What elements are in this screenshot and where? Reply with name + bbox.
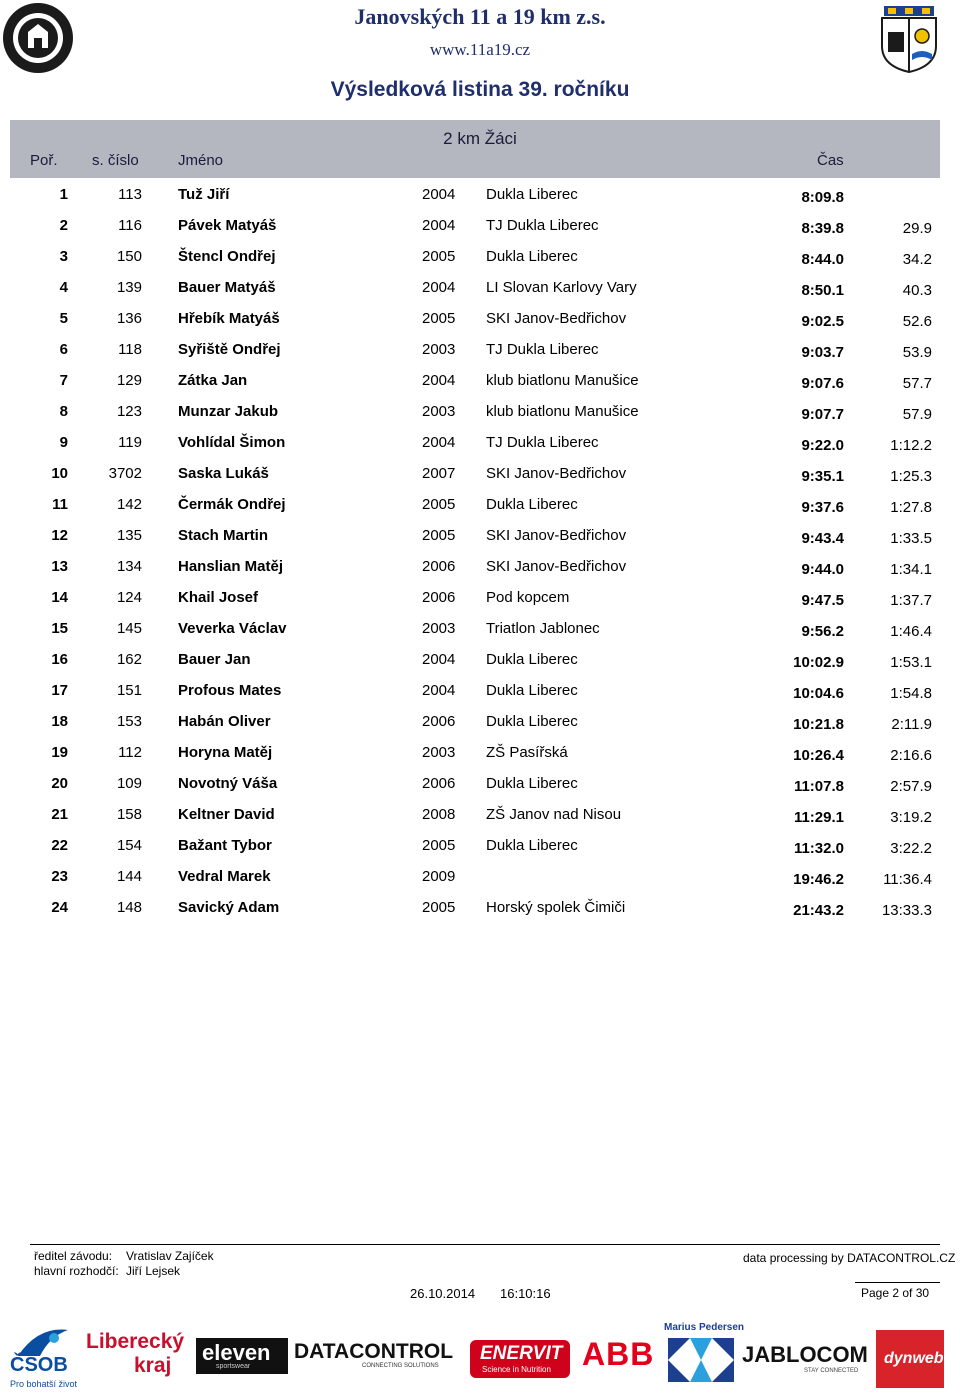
time-behind: 1:12.2 bbox=[890, 437, 932, 454]
bib-cell: 109 bbox=[116, 775, 142, 792]
page-number: Page 2 of 30 bbox=[861, 1286, 930, 1300]
birth-year: 2006 bbox=[422, 558, 456, 575]
time-behind: 2:16.6 bbox=[890, 747, 932, 764]
rank-cell: 6 bbox=[59, 341, 68, 358]
bib-cell: 151 bbox=[116, 682, 142, 699]
finish-time: 10:21.8 bbox=[793, 716, 844, 733]
rank-cell: 20 bbox=[51, 775, 68, 792]
athlete-name: Hanslian Matěj bbox=[178, 558, 284, 575]
bib-cell: 144 bbox=[116, 868, 142, 885]
time-behind: 11:36.4 bbox=[883, 871, 932, 888]
datacontrol-subtext: CONNECTING SOLUTIONS bbox=[362, 1363, 439, 1369]
enervit-subtext: Science in Nutrition bbox=[482, 1365, 551, 1374]
rank-cell: 18 bbox=[51, 713, 68, 730]
footer-divider bbox=[30, 1244, 940, 1245]
table-row bbox=[0, 496, 960, 527]
club-name: Dukla Liberec bbox=[486, 248, 578, 265]
director-label: ředitel závodu: bbox=[34, 1249, 113, 1263]
time-behind: 57.7 bbox=[902, 375, 932, 392]
finish-time: 11:07.8 bbox=[793, 778, 844, 795]
athlete-name: Tuž Jiří bbox=[178, 186, 230, 203]
bib-cell: 113 bbox=[118, 186, 142, 203]
time-behind: 13:33.3 bbox=[881, 902, 932, 919]
table-row bbox=[0, 837, 960, 868]
birth-year: 2004 bbox=[422, 651, 456, 668]
finish-time: 8:09.8 bbox=[801, 189, 844, 206]
bib-cell: 145 bbox=[116, 620, 142, 637]
club-name: klub biatlonu Manušice bbox=[486, 403, 639, 420]
birth-year: 2004 bbox=[422, 186, 456, 203]
finish-time: 10:26.4 bbox=[793, 747, 844, 764]
finish-time: 9:56.2 bbox=[801, 623, 844, 640]
rank-cell: 8 bbox=[59, 403, 68, 420]
birth-year: 2008 bbox=[422, 806, 456, 823]
referee-name: Jiří Lejsek bbox=[126, 1264, 181, 1278]
table-row bbox=[0, 403, 960, 434]
club-name: Triatlon Jablonec bbox=[486, 620, 600, 637]
time-behind: 1:37.7 bbox=[890, 592, 932, 609]
csob-text: ČSOB bbox=[10, 1354, 68, 1376]
birth-year: 2009 bbox=[422, 868, 456, 885]
organizer-title: Janovských 11 a 19 km z.s. bbox=[354, 4, 606, 29]
birth-year: 2003 bbox=[422, 744, 456, 761]
organizer-url[interactable]: www.11a19.cz bbox=[429, 40, 531, 59]
rank-cell: 10 bbox=[51, 465, 68, 482]
bib-cell: 154 bbox=[116, 837, 142, 854]
finish-time: 9:03.7 bbox=[801, 344, 844, 361]
rank-cell: 22 bbox=[51, 837, 68, 854]
bib-cell: 162 bbox=[116, 651, 142, 668]
club-name: TJ Dukla Liberec bbox=[486, 341, 599, 358]
enervit-text: ENERVIT bbox=[480, 1343, 563, 1364]
dynweb-logo bbox=[876, 1330, 944, 1388]
birth-year: 2004 bbox=[422, 217, 456, 234]
athlete-name: Bauer Jan bbox=[178, 651, 251, 668]
athlete-name: Horyna Matěj bbox=[178, 744, 273, 761]
athlete-name: Vohlídal Šimon bbox=[178, 434, 286, 451]
time-behind: 1:33.5 bbox=[890, 530, 932, 547]
time-behind: 1:34.1 bbox=[890, 561, 932, 578]
birth-year: 2006 bbox=[422, 589, 456, 606]
club-name: SKI Janov-Bedřichov bbox=[486, 527, 627, 544]
finish-time: 8:39.8 bbox=[801, 220, 844, 237]
bib-cell: 3702 bbox=[108, 465, 142, 482]
csob-tagline: Pro bohatší život bbox=[10, 1379, 78, 1389]
birth-year: 2006 bbox=[422, 775, 456, 792]
athlete-name: Novotný Váša bbox=[178, 775, 278, 792]
table-row bbox=[0, 279, 960, 310]
rank-cell: 2 bbox=[59, 217, 68, 234]
rank-cell: 5 bbox=[59, 310, 68, 327]
table-row bbox=[0, 651, 960, 682]
time-behind: 3:22.2 bbox=[890, 840, 932, 857]
birth-year: 2005 bbox=[422, 496, 456, 513]
club-name: Dukla Liberec bbox=[486, 713, 578, 730]
athlete-name: Vedral Marek bbox=[178, 868, 271, 885]
athlete-name: Munzar Jakub bbox=[178, 403, 279, 420]
rank-cell: 24 bbox=[51, 899, 68, 916]
bib-cell: 158 bbox=[116, 806, 142, 823]
athlete-name: Stach Martin bbox=[178, 527, 269, 544]
birth-year: 2007 bbox=[422, 465, 456, 482]
table-row bbox=[0, 434, 960, 465]
birth-year: 2005 bbox=[422, 527, 456, 544]
birth-year: 2005 bbox=[422, 837, 456, 854]
column-header-bib: s. číslo bbox=[92, 152, 139, 169]
referee-label: hlavní rozhodčí: bbox=[34, 1264, 119, 1278]
athlete-name: Veverka Václav bbox=[178, 620, 287, 637]
athlete-name: Saska Lukáš bbox=[178, 465, 269, 482]
club-name: TJ Dukla Liberec bbox=[486, 434, 599, 451]
rank-cell: 4 bbox=[59, 279, 68, 296]
bib-cell: 139 bbox=[116, 279, 142, 296]
rank-cell: 13 bbox=[51, 558, 68, 575]
bib-cell: 112 bbox=[118, 744, 142, 761]
finish-time: 19:46.2 bbox=[793, 871, 844, 888]
bib-cell: 123 bbox=[116, 403, 142, 420]
club-name: ZŠ Pasířská bbox=[486, 744, 568, 761]
bib-cell: 116 bbox=[118, 217, 142, 234]
finish-time: 8:44.0 bbox=[801, 251, 844, 268]
birth-year: 2004 bbox=[422, 372, 456, 389]
enervit-logo bbox=[470, 1340, 570, 1378]
table-row bbox=[0, 186, 960, 217]
finish-time: 9:22.0 bbox=[801, 437, 844, 454]
bib-cell: 134 bbox=[116, 558, 142, 575]
table-row bbox=[0, 744, 960, 775]
rank-cell: 23 bbox=[51, 868, 68, 885]
club-name: ZŠ Janov nad Nisou bbox=[486, 806, 622, 823]
finish-time: 9:07.6 bbox=[801, 375, 844, 392]
rank-cell: 15 bbox=[51, 620, 68, 637]
athlete-name: Pávek Matyáš bbox=[178, 217, 277, 234]
bib-cell: 136 bbox=[116, 310, 142, 327]
table-row bbox=[0, 899, 960, 930]
bib-cell: 153 bbox=[116, 713, 142, 730]
finish-time: 8:50.1 bbox=[801, 282, 844, 299]
table-row bbox=[0, 620, 960, 651]
table-row bbox=[0, 527, 960, 558]
birth-year: 2005 bbox=[422, 248, 456, 265]
club-name: Dukla Liberec bbox=[486, 682, 578, 699]
eleven-text: eleven bbox=[202, 1340, 271, 1365]
bib-cell: 135 bbox=[116, 527, 142, 544]
club-name: Dukla Liberec bbox=[486, 775, 578, 792]
time-behind: 1:53.1 bbox=[890, 654, 932, 671]
rank-cell: 16 bbox=[51, 651, 68, 668]
column-header-name: Jméno bbox=[178, 152, 224, 169]
rank-cell: 1 bbox=[59, 186, 68, 203]
finish-time: 21:43.2 bbox=[793, 902, 844, 919]
athlete-name: Bažant Tybor bbox=[178, 837, 272, 854]
eleven-subtext: sportswear bbox=[216, 1363, 251, 1370]
athlete-name: Čermák Ondřej bbox=[178, 496, 286, 513]
time-behind: 2:57.9 bbox=[890, 778, 932, 795]
bib-cell: 142 bbox=[116, 496, 142, 513]
csob-logo bbox=[8, 1324, 78, 1394]
column-header-time: Čas bbox=[817, 152, 844, 169]
finish-time: 9:02.5 bbox=[801, 313, 844, 330]
finish-time: 9:43.4 bbox=[801, 530, 844, 547]
birth-year: 2004 bbox=[422, 434, 456, 451]
rank-cell: 3 bbox=[59, 248, 68, 265]
birth-year: 2006 bbox=[422, 713, 456, 730]
time-behind: 3:19.2 bbox=[890, 809, 932, 826]
table-row bbox=[0, 248, 960, 279]
finish-time: 9:37.6 bbox=[801, 499, 844, 516]
birth-year: 2005 bbox=[422, 310, 456, 327]
club-name: klub biatlonu Manušice bbox=[486, 372, 639, 389]
table-row bbox=[0, 558, 960, 589]
time-behind: 57.9 bbox=[902, 406, 932, 423]
finish-time: 9:07.7 bbox=[801, 406, 844, 423]
results-title: Výsledková listina 39. ročníku bbox=[330, 78, 630, 101]
jablocom-subtext: STAY CONNECTED bbox=[804, 1368, 859, 1374]
column-header-rank: Poř. bbox=[30, 152, 58, 169]
table-row bbox=[0, 806, 960, 837]
time-behind: 34.2 bbox=[902, 251, 932, 268]
eleven-logo bbox=[196, 1338, 288, 1374]
rank-cell: 7 bbox=[59, 372, 68, 389]
birth-year: 2004 bbox=[422, 682, 456, 699]
jablocom-text: JABLOCOM bbox=[742, 1342, 868, 1367]
finish-time: 9:47.5 bbox=[801, 592, 844, 609]
rank-cell: 21 bbox=[51, 806, 68, 823]
page-divider bbox=[855, 1282, 940, 1283]
finish-time: 11:32.0 bbox=[793, 840, 844, 857]
finish-time: 10:04.6 bbox=[793, 685, 844, 702]
bib-cell: 148 bbox=[116, 899, 142, 916]
club-name: Dukla Liberec bbox=[486, 837, 578, 854]
table-row bbox=[0, 775, 960, 806]
club-name: SKI Janov-Bedřichov bbox=[486, 558, 627, 575]
marius-pedersen-flag-icon bbox=[668, 1338, 734, 1382]
liberecky-kraj-line2: kraj bbox=[134, 1354, 172, 1377]
birth-year: 2004 bbox=[422, 279, 456, 296]
table-row bbox=[0, 372, 960, 403]
time-behind: 53.9 bbox=[902, 344, 932, 361]
table-row bbox=[0, 868, 960, 899]
category-label: 2 km Žáci bbox=[443, 129, 517, 148]
time-behind: 2:11.9 bbox=[891, 716, 932, 733]
liberecky-kraj-line1: Liberecký bbox=[86, 1330, 185, 1353]
time-behind: 1:25.3 bbox=[890, 468, 932, 485]
club-name: Pod kopcem bbox=[486, 589, 570, 606]
time-behind: 52.6 bbox=[902, 313, 932, 330]
bib-cell: 118 bbox=[118, 341, 142, 358]
bib-cell: 150 bbox=[116, 248, 142, 265]
athlete-name: Syřiště Ondřej bbox=[178, 341, 281, 358]
rank-cell: 9 bbox=[59, 434, 68, 451]
athlete-name: Profous Mates bbox=[178, 682, 282, 699]
bib-cell: 129 bbox=[116, 372, 142, 389]
athlete-name: Hřebík Matyáš bbox=[178, 310, 280, 327]
birth-year: 2003 bbox=[422, 403, 456, 420]
finish-time: 10:02.9 bbox=[793, 654, 844, 671]
club-name: SKI Janov-Bedřichov bbox=[486, 310, 627, 327]
print-date: 26.10.2014 bbox=[410, 1286, 476, 1301]
birth-year: 2005 bbox=[422, 899, 456, 916]
club-name: Dukla Liberec bbox=[486, 496, 578, 513]
rank-cell: 14 bbox=[51, 589, 68, 606]
birth-year: 2003 bbox=[422, 620, 456, 637]
time-behind: 29.9 bbox=[902, 220, 932, 237]
table-row bbox=[0, 713, 960, 744]
dynweb-text: dynweb bbox=[884, 1350, 944, 1367]
club-name: Horský spolek Čimiči bbox=[486, 899, 626, 916]
birth-year: 2003 bbox=[422, 341, 456, 358]
director-name: Vratislav Zajíček bbox=[126, 1249, 214, 1263]
athlete-name: Habán Oliver bbox=[178, 713, 271, 730]
table-row bbox=[0, 217, 960, 248]
bib-cell: 119 bbox=[118, 434, 142, 451]
athlete-name: Savický Adam bbox=[178, 899, 280, 916]
table-row bbox=[0, 310, 960, 341]
club-name: LI Slovan Karlovy Vary bbox=[486, 279, 637, 296]
time-behind: 1:46.4 bbox=[890, 623, 932, 640]
bib-cell: 124 bbox=[116, 589, 142, 606]
finish-time: 9:35.1 bbox=[801, 468, 844, 485]
club-name: Dukla Liberec bbox=[486, 651, 578, 668]
datacontrol-text: DATACONTROL bbox=[294, 1340, 454, 1363]
rank-cell: 19 bbox=[51, 744, 68, 761]
athlete-name: Bauer Matyáš bbox=[178, 279, 276, 296]
finish-time: 9:44.0 bbox=[801, 561, 844, 578]
club-name: Dukla Liberec bbox=[486, 186, 578, 203]
athlete-name: Štencl Ondřej bbox=[178, 248, 276, 265]
rank-cell: 11 bbox=[52, 496, 68, 513]
athlete-name: Keltner David bbox=[178, 806, 275, 823]
time-behind: 1:27.8 bbox=[890, 499, 932, 516]
table-row bbox=[0, 465, 960, 496]
rank-cell: 17 bbox=[51, 682, 68, 699]
table-row bbox=[0, 589, 960, 620]
data-processing-note: data processing by DATACONTROL.CZ bbox=[743, 1251, 956, 1265]
time-behind: 1:54.8 bbox=[890, 685, 932, 702]
time-behind: 40.3 bbox=[902, 282, 932, 299]
sponsor-band bbox=[0, 1318, 960, 1399]
table-row bbox=[0, 682, 960, 713]
club-name: SKI Janov-Bedřichov bbox=[486, 465, 627, 482]
athlete-name: Zátka Jan bbox=[178, 372, 248, 389]
table-row bbox=[0, 341, 960, 372]
finish-time: 11:29.1 bbox=[793, 809, 844, 826]
athlete-name: Khail Josef bbox=[178, 589, 259, 606]
abb-text: ABB bbox=[582, 1336, 655, 1372]
print-time: 16:10:16 bbox=[500, 1286, 551, 1301]
marius-pedersen-text: Marius Pedersen bbox=[664, 1322, 745, 1333]
rank-cell: 12 bbox=[51, 527, 68, 544]
club-name: TJ Dukla Liberec bbox=[486, 217, 599, 234]
